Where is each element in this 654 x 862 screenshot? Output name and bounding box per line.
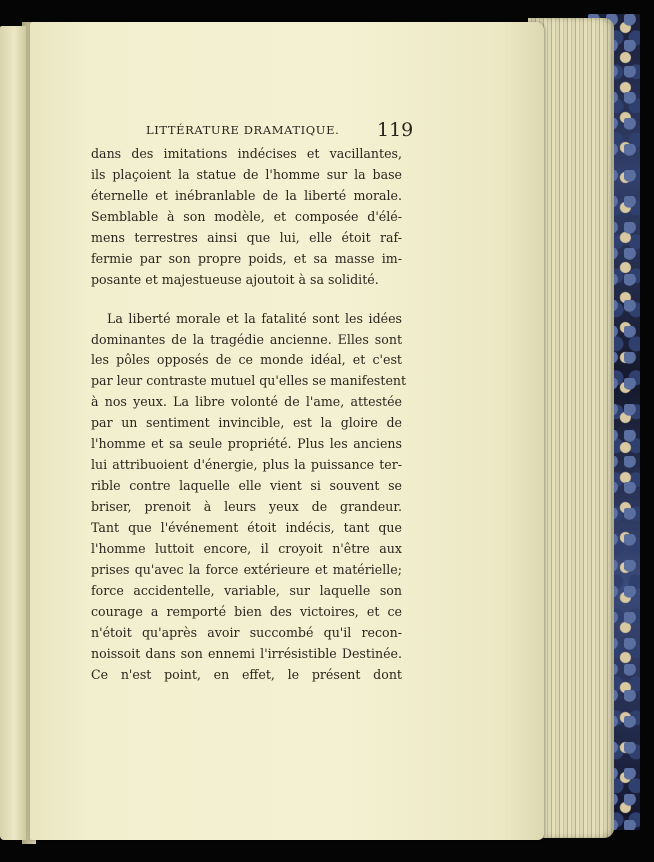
text-line: rible contre laquelle elle vient si souvent se — [91, 478, 402, 494]
text-line: mens terrestres ainsi que lui, elle étoit raf- — [91, 229, 402, 245]
page-number: 119 — [377, 119, 414, 141]
text-line: prises qu'avec la force extérieure et matérielle; — [91, 561, 402, 577]
text-line: posante et majestueuse ajoutoit à sa solidité. — [91, 271, 379, 287]
text-line: Semblable à son modèle, et composée d'élé- — [91, 208, 402, 224]
text-line: lui attribuoient d'énergie, plus la puissance ter- — [91, 457, 402, 473]
text-line: dans des imitations indécises et vacillantes, — [91, 146, 402, 161]
text-line: l'homme et sa seule propriété. Plus les anciens — [91, 436, 402, 452]
body-text — [91, 144, 407, 685]
text-line: Ce n'est point, en effet, le présent dont — [91, 666, 402, 682]
text-line: ils plaçoient la statue de l'homme sur la base — [91, 166, 402, 182]
text-line: éternelle et inébranlable de la liberté morale. — [91, 187, 402, 203]
paragraph-gap — [91, 291, 402, 309]
paragraph-2 — [91, 309, 407, 686]
text-line: dominantes de la tragédie ancienne. Elles sont — [91, 331, 402, 347]
text-line: par un sentiment invincible, est la gloire de — [91, 415, 402, 431]
previous-page-edge — [0, 26, 26, 840]
text-line: noissoit dans son ennemi l'irrésistible Destinée. — [91, 645, 402, 661]
running-head — [118, 121, 432, 141]
text-line: les pôles opposés de ce monde idéal, et c'est — [91, 352, 402, 368]
text-line: courage a remporté bien des victoires, et ce — [91, 603, 402, 619]
text-line: par leur contraste mutuel qu'elles se manifestent — [91, 373, 407, 389]
text-line: fermie par son propre poids, et sa masse im- — [91, 250, 402, 266]
running-title: LITTÉRATURE DRAMATIQUE. — [146, 123, 340, 137]
text-line: La liberté morale et la fatalité sont les idées — [107, 310, 402, 326]
text-line: n'étoit qu'après avoir succombé qu'il recon- — [91, 624, 402, 640]
text-line: à nos yeux. La libre volonté de l'ame, attestée — [91, 394, 402, 410]
text-line: Tant que l'événement étoit indécis, tant que — [91, 519, 402, 535]
paragraph-1 — [91, 144, 402, 291]
text-line: l'homme luttoit encore, il croyoit n'être aux — [91, 540, 402, 556]
text-line: briser, prenoit à leurs yeux de grandeur. — [91, 499, 402, 514]
text-line: force accidentelle, variable, sur laquelle son — [91, 582, 402, 598]
